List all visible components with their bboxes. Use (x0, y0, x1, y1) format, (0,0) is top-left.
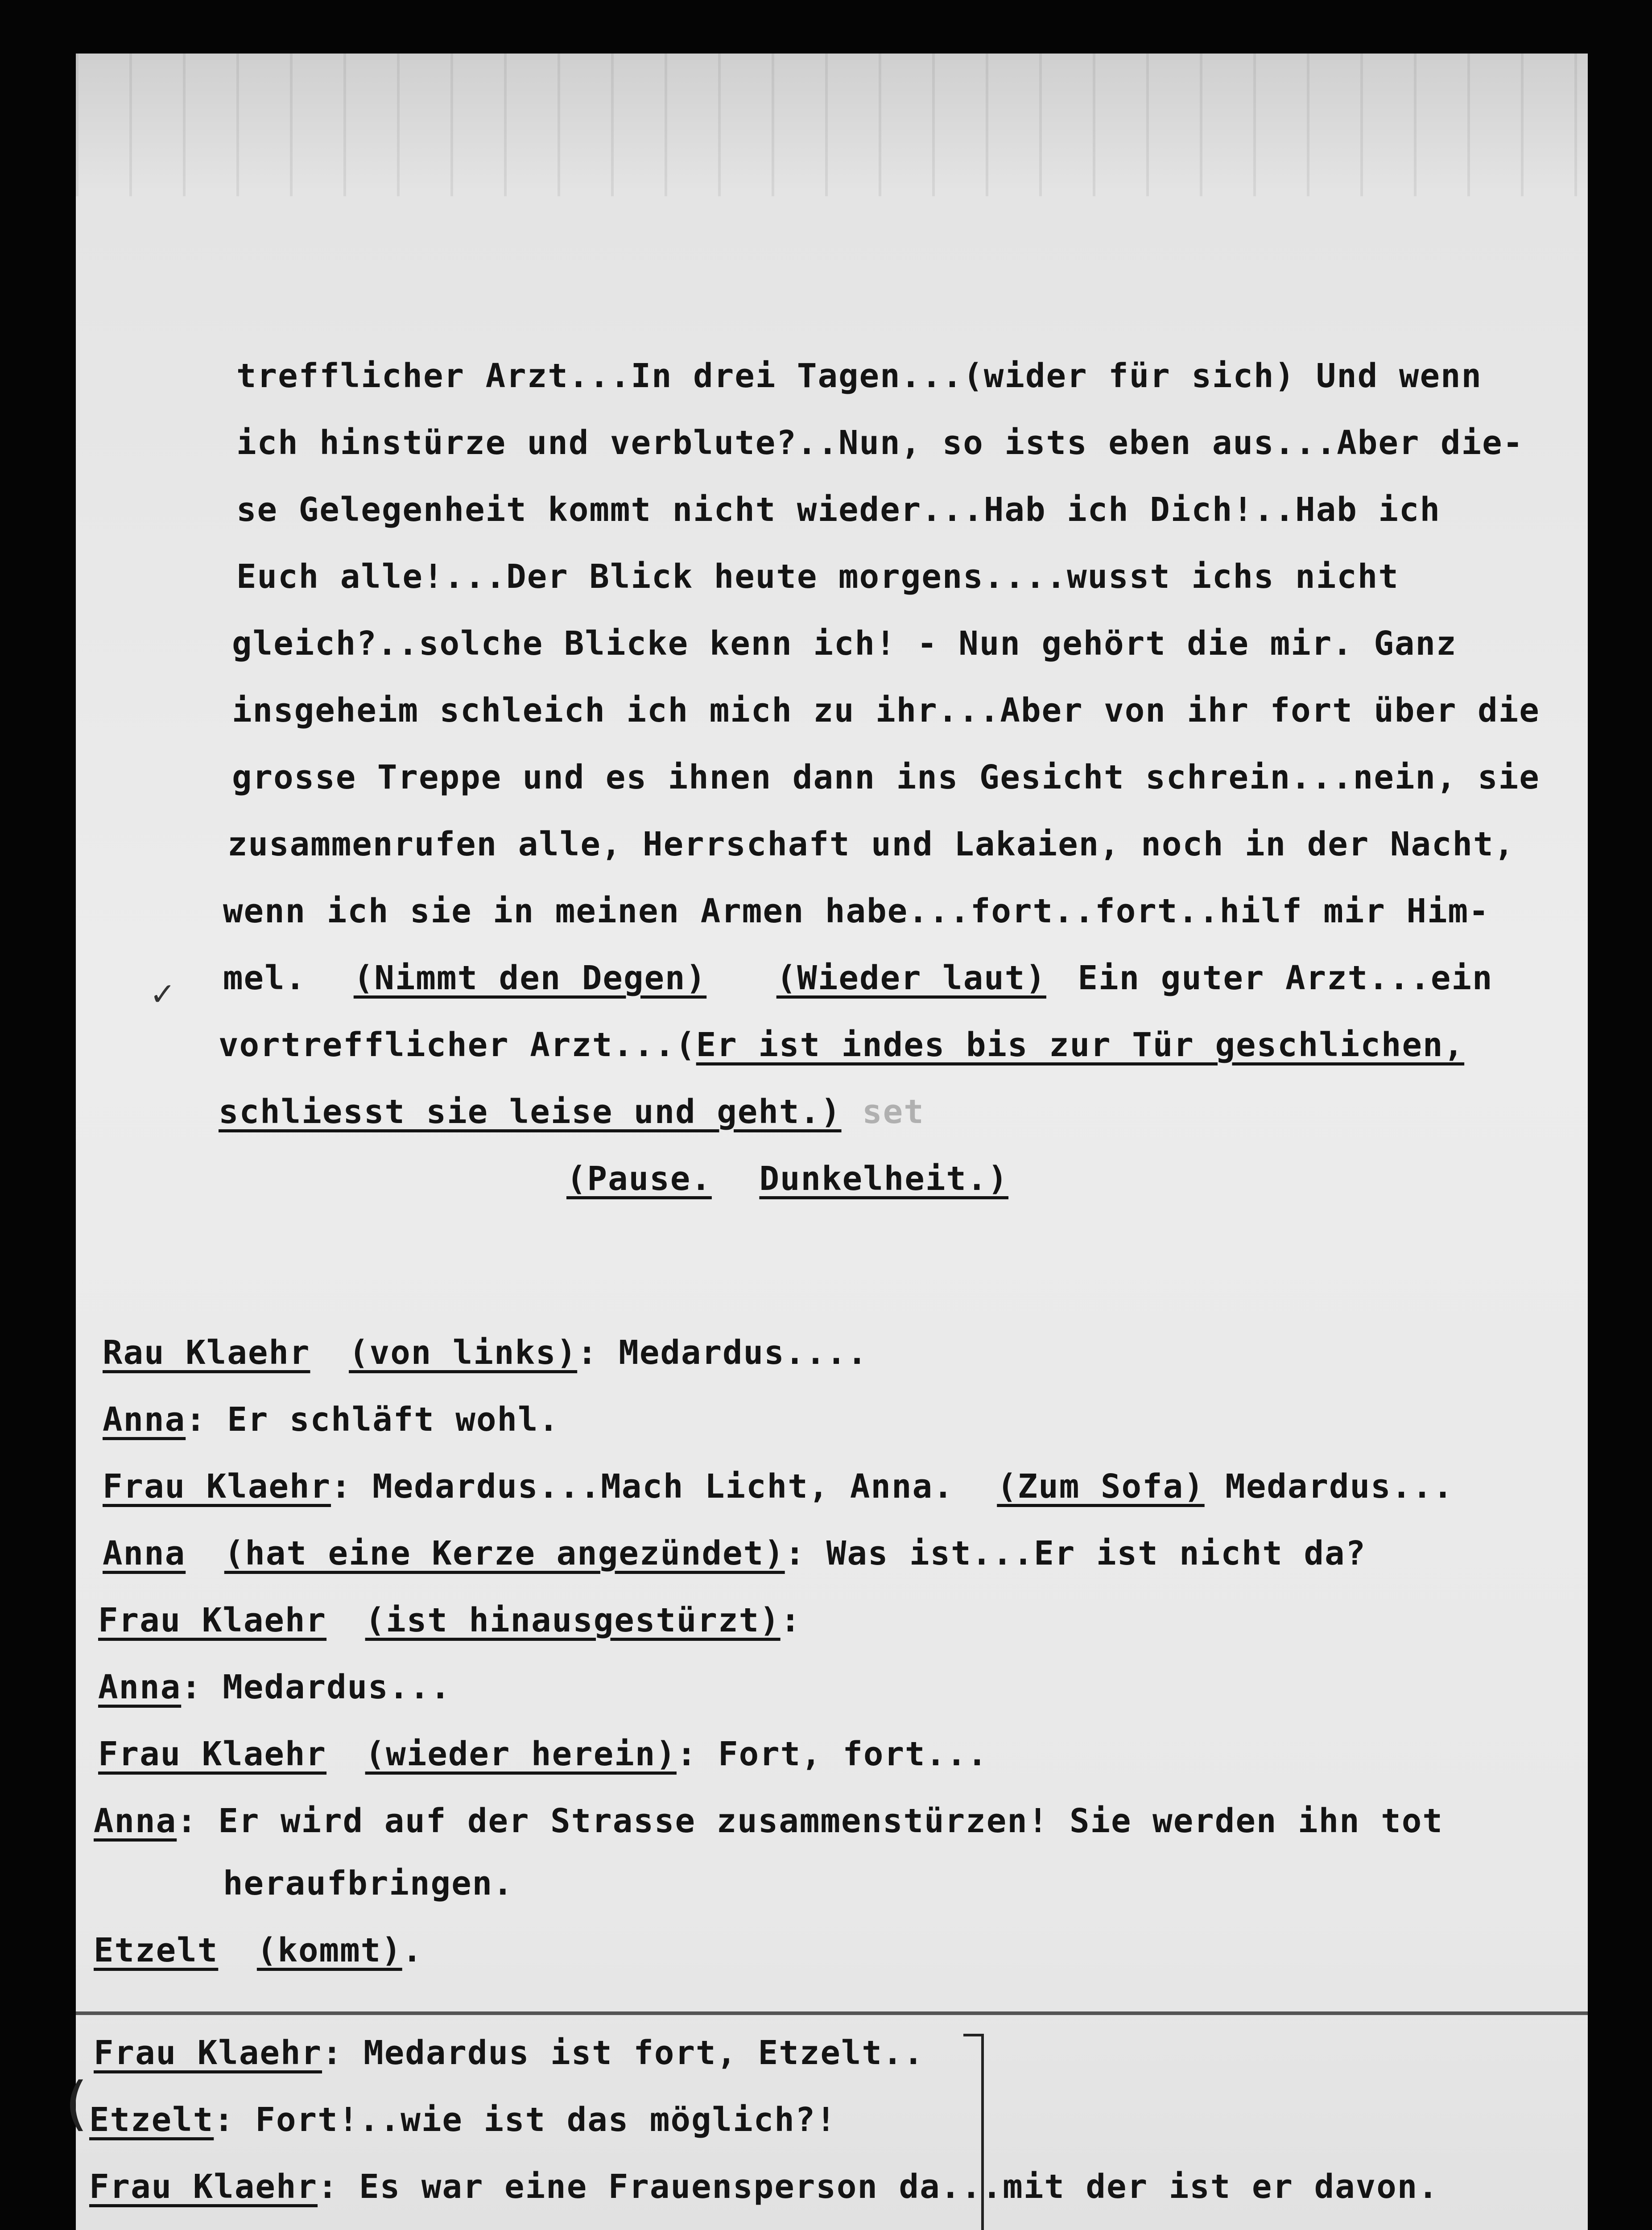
stage-direction: (wieder herein) (365, 1735, 677, 1773)
stage-direction: (Wieder laut) (776, 959, 1046, 997)
text-line-10: mel. (Nimmt den Degen) (Wieder laut) Ein guter Arzt...ein (223, 959, 1493, 997)
stage-direction: (hat eine Kerze angezündet) (224, 1534, 785, 1573)
dialogue-line-4: Anna (hat eine Kerze angezündet): Was ist...Er ist nicht da? (103, 1534, 1367, 1573)
speaker-name: Frau Klaehr (94, 2034, 322, 2072)
speaker-name: Etzelt (94, 1931, 219, 1970)
dialogue-line-7: Frau Klaehr (wieder herein): Fort, fort... (98, 1735, 988, 1773)
faded-text: set (862, 1093, 925, 1131)
speaker-name: Frau Klaehr (98, 1735, 327, 1773)
text-line-12 (219, 1093, 925, 1131)
speaker-name: Frau Klaehr (103, 1467, 331, 1506)
pause-direction: (Pause. (566, 1160, 712, 1198)
stage-direction: (ist hinausgestürzt) (365, 1601, 781, 1639)
margin-parenthesis: ( (58, 2069, 94, 2137)
text-line-1: trefflicher Arzt...In drei Tagen...(wider für sich) Und wenn (236, 357, 1483, 395)
margin-bracket (963, 2034, 984, 2230)
dialogue-line-13: Frau Klaehr: Es war eine Frauensperson da...mit der ist er davon. (89, 2168, 1439, 2206)
stage-direction: Er ist indes bis zur Tür geschlichen, (696, 1026, 1465, 1064)
dialogue-line-6: Anna: Medardus... (98, 1668, 451, 1706)
text-line-11: vortrefflicher Arzt...(Er ist indes bis zur Tür geschlichen, (219, 1026, 1465, 1064)
speaker-name: Frau Klaehr (98, 1601, 327, 1639)
text-line-2: ich hinstürze und verblute?..Nun, so ists eben aus...Aber die- (236, 424, 1524, 462)
speaker-name: Frau Klaehr (89, 2168, 318, 2206)
speaker-name: Anna (94, 1802, 177, 1840)
pause-line (566, 1160, 1008, 1198)
speaker-name: Rau Klaehr (103, 1334, 310, 1372)
speaker-name: Etzelt (89, 2101, 214, 2139)
stage-direction: (kommt) (256, 1931, 402, 1970)
dialogue-line-9: heraufbringen. (223, 1864, 514, 1903)
text-line-5: gleich?..solche Blicke kenn ich! - Nun gehört die mir. Ganz (232, 624, 1457, 663)
text-line-8: zusammenrufen alle, Herrschaft und Lakaien, noch in der Nacht, (227, 825, 1515, 863)
dialogue-line-11: Frau Klaehr: Medardus ist fort, Etzelt.. (94, 2034, 925, 2072)
text-line-6: insgeheim schleich ich mich zu ihr...Aber von ihr fort über die (232, 691, 1540, 730)
document-page (58, 54, 1588, 2230)
stage-direction: (Zum Sofa) (997, 1467, 1205, 1506)
text-line-3: se Gelegenheit kommt nicht wieder...Hab ich Dich!..Hab ich (236, 491, 1441, 529)
margin-tick: ✓ (152, 972, 174, 1014)
dialogue-line-12: Etzelt: Fort!..wie ist das möglich?! (89, 2101, 837, 2139)
dialogue-line-5: Frau Klaehr (ist hinausgestürzt): (98, 1601, 801, 1639)
dialogue-line-3: Frau Klaehr: Medardus...Mach Licht, Anna. (Zum Sofa) Medardus... (103, 1467, 1454, 1506)
text-line-9: wenn ich sie in meinen Armen habe...fort..fort..hilf mir Him- (223, 892, 1490, 930)
speaker-name: Anna (103, 1400, 186, 1439)
darkness-direction: Dunkelheit.) (759, 1160, 1009, 1198)
stage-direction: (Nimmt den Degen) (353, 959, 707, 997)
dialogue-line-1: Rau Klaehr (von links): Medardus.... (103, 1334, 868, 1372)
page-text (58, 54, 1588, 2230)
section-divider (76, 2011, 1588, 2015)
speaker-name: Anna (98, 1668, 182, 1706)
dialogue-line-10: Etzelt (kommt). (94, 1931, 423, 1970)
text-line-7: grosse Treppe und es ihnen dann ins Gesicht schrein...nein, sie (232, 758, 1540, 797)
stage-direction: schliesst sie leise und geht.) (219, 1093, 842, 1131)
text-line-4: Euch alle!...Der Blick heute morgens....wusst ichs nicht (236, 558, 1399, 596)
dialogue-line-8: Anna: Er wird auf der Strasse zusammenstürzen! Sie werden ihn tot (94, 1802, 1443, 1840)
speaker-name: Anna (103, 1534, 186, 1573)
dialogue-line-2: Anna: Er schläft wohl. (103, 1400, 560, 1439)
stage-direction: (von links) (349, 1334, 578, 1372)
